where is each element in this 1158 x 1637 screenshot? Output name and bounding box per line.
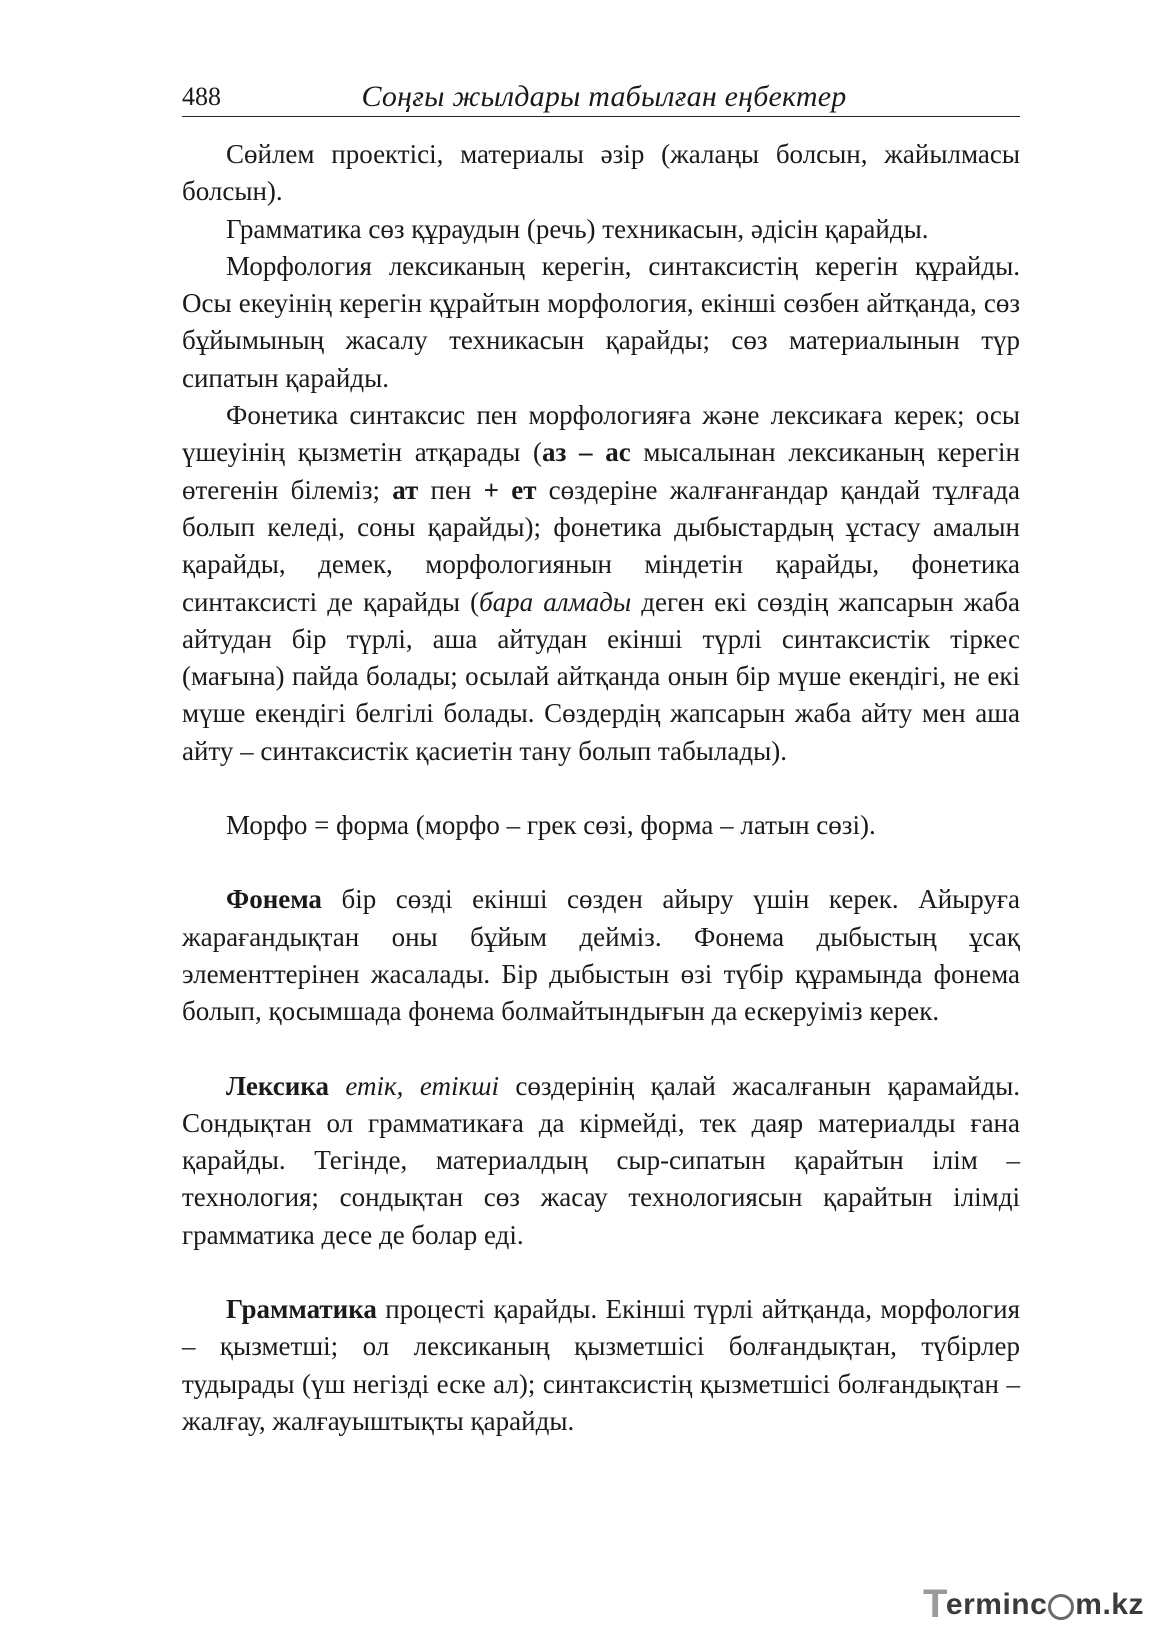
text-span	[329, 1071, 345, 1101]
paragraph-gap	[182, 770, 1020, 807]
bold-term: ат	[392, 474, 419, 505]
paragraph-gap	[182, 1254, 1020, 1291]
paragraph-3: Морфология лексиканың керегін, синтаксистің керегін құрайды. Осы екеуінің керегін құрайтын морфология, екінші сөзбен айтқанда, сөз бұйымының жасалу техникасын қарайды; сөз материалынын түр сипатын қарайды.	[182, 250, 1020, 393]
paragraph-6	[182, 881, 1020, 1030]
paragraph-5: Морфо = форма (морфо – грек сөзі, форма – латын сөзі).	[226, 810, 876, 841]
paragraph-1: Сөйлем проектісі, материалы әзір (жалаңы болсын, жайылмасы болсын).	[182, 139, 1020, 207]
watermark-text: m.kz	[1075, 1587, 1144, 1621]
watermark-letter: T	[922, 1582, 948, 1626]
page-body	[182, 136, 1020, 1440]
watermark-text: erminc	[945, 1587, 1048, 1621]
text-span: мысалынан лексиканың керегін өтегенін білеміз;	[182, 437, 1021, 505]
paragraph-8	[182, 1291, 1020, 1440]
text-span: Фонетика синтаксис пен морфологияға және лексикаға керек; осы үшеуінің қызметін атқарады (	[182, 400, 1020, 468]
text-span: бір сөзді екінші сөзден айыру үшін керек. Айыруға жарағандықтан оны бұйым дейміз. Фонема дыбыстың ұсақ элементтерінен жасалады. Бір дыбыстын өзі түбір құрамында фонема болып, қосымшада фонема болмайтындығын да ескеруіміз керек.	[182, 884, 1020, 1027]
termincom-watermark-logo	[923, 1582, 1144, 1627]
bold-term: Фонема	[226, 884, 322, 915]
paragraph-gap	[182, 844, 1020, 881]
page-number: 488	[182, 82, 221, 111]
page-header	[182, 80, 1020, 117]
running-title: Соңғы жылдары табылған еңбектер	[361, 80, 847, 113]
paragraph-2: Грамматика сөз құраудын (речь) техникасын, әдісін қарайды.	[226, 213, 929, 244]
bold-term: Грамматика	[226, 1294, 377, 1325]
bold-term: + ет	[483, 474, 537, 505]
text-span: пен	[418, 474, 484, 505]
bold-term: аз – ас	[541, 437, 631, 468]
text-span: процесті қарайды. Екінші түрлі айтқанда, морфология – қызметші; ол лексиканың қызметшісі болғандықтан, түбірлер тудырады (үш негізді еске ал); синтаксистің қызметшісі болғандықтан – жалғау, жалғауыштықты қарайды.	[182, 1294, 1020, 1436]
magnifier-icon	[1048, 1594, 1074, 1620]
italic-term: етік, етікші	[345, 1070, 499, 1101]
text-span: сөздерінің қалай жасалғанын қарамайды. Сондықтан ол грамматикаға да кірмейді, тек даяр материалды ғана қарайды. Тегінде, материалдың сыр-сипатын қарайтын ілім – технология; сондықтан сөз жасау технологиясын қарайтын ілімді грамматика десе де болар еді.	[182, 1070, 1020, 1250]
text-span: деген екі сөздің жапсарын жаба айтудан бір түрлі, аша айтудан екінші түрлі синтаксистік тіркес (мағына) пайда болады; осылай айтқанда онын бір мүше екендігі, не екі мүше екендігі белгілі болады. Сөздердің жапсарын жаба айту мен аша айту – синтаксистік қасиетін тану болып табылады).	[182, 586, 1020, 766]
paragraph-4	[182, 397, 1020, 770]
paragraph-7	[182, 1068, 1020, 1254]
italic-term: бара алмады	[479, 586, 632, 617]
text-span: сөздеріне жалғанғандар қандай тұлғада болып келеді, соны қарайды); фонетика дыбыстардың ұстасу амалын қарайды, демек, морфологиянын міндетін қарайды, фонетика синтаксисті де қарайды (	[182, 474, 1020, 617]
paragraph-gap	[182, 1031, 1020, 1068]
bold-term: Лексика	[226, 1070, 329, 1101]
